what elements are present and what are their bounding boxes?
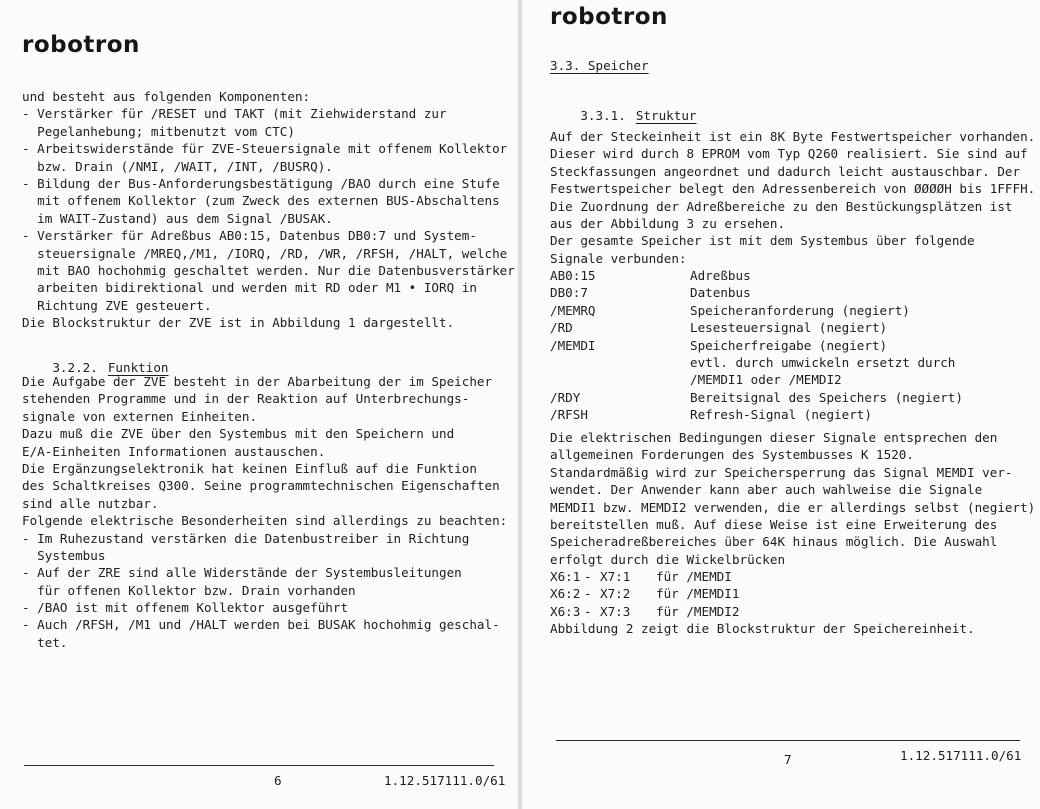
signal-description: Refresh-Signal (negiert) (690, 407, 872, 423)
text-line: und besteht aus folgenden Komponenten: (22, 89, 311, 104)
bridge-row (550, 585, 850, 602)
bridge-to: X7:1 (600, 569, 631, 584)
left-page (0, 0, 518, 809)
signal-row (550, 371, 1010, 388)
text-line: Die Zuordnung der Adreßbereiche zu den Bestückungsplätzen ist (550, 198, 1013, 214)
signal-name: DB0:7 (550, 285, 588, 301)
signal-name: AB0:15 (550, 268, 596, 283)
text-line: Dazu muß die ZVE über den Systembus mit den Speichern und (22, 426, 455, 442)
signal-table (550, 267, 1010, 424)
text-line: Die elektrischen Bedingungen dieser Signale entsprechen den (550, 430, 998, 445)
signal-description: Adreßbus (690, 268, 751, 283)
signal-name: /RFSH (550, 407, 588, 423)
text-line: Der gesamte Speicher ist mit dem Systembus über folgende (550, 233, 975, 249)
text-line: signale von externen Einheiten. (22, 408, 258, 424)
left-paragraph-components (22, 88, 515, 331)
text-line: - Auch /RFSH, /M1 und /HALT werden bei BUSAK hochohmig geschal- (22, 617, 500, 633)
signal-row (550, 319, 1010, 336)
bridge-from: X6:2 (550, 586, 581, 602)
document-number: 1.12.517111.0/61 (900, 748, 1022, 763)
bridge-table (550, 568, 850, 620)
signal-row (550, 389, 1010, 406)
bridge-description: für /MEMDI (656, 569, 732, 584)
text-line: arbeiten bidirektional und werden mit RD oder M1 • IORQ in (22, 280, 477, 296)
signal-description: Speicherfreigabe (negiert) (690, 337, 888, 353)
text-line: Speicheradreßbereiches über 64K hinaus möglich. Die Auswahl (550, 534, 998, 550)
signal-description: evtl. durch umwickeln ersetzt durch (690, 354, 956, 370)
text-line: bereitstellen muß. Auf diese Weise ist eine Erweiterung des (550, 516, 998, 532)
signal-description: /MEMDI1 oder /MEMDI2 (690, 372, 842, 388)
text-line: im WAIT-Zustand) aus dem Signal /BUSAK. (22, 210, 333, 226)
text-line: Pegelanhebung; mitbenutzt vom CTC) (22, 123, 295, 139)
text-line: Festwertspeicher belegt den Adressenbereich von ØØØØH bis 1FFFH. (550, 181, 1036, 197)
text-line: erfolgt durch die Wickelbrücken (550, 551, 786, 567)
text-line: mit BAO hochohmig geschaltet werden. Nur die Datenbusverstärker (22, 262, 515, 278)
bridge-description: für /MEMDI1 (656, 586, 740, 602)
section-title: Struktur (635, 108, 697, 123)
text-line: sind alle nutzbar. (22, 495, 159, 511)
signal-name: /RDY (550, 389, 581, 405)
signal-description: Lesesteuersignal (negiert) (690, 320, 888, 336)
text-line: - Arbeitswiderstände für ZVE-Steuersignale mit offenem Kollektor (22, 141, 508, 157)
text-line: - Verstärker für /RESET und TAKT (mit Ziehwiderstand zur (22, 106, 447, 122)
signal-description: Bereitsignal des Speichers (negiert) (690, 389, 963, 405)
bridge-row (550, 603, 850, 620)
signal-description: Speicheranforderung (negiert) (690, 302, 910, 318)
text-line: - Im Ruhezustand verstärken die Datenbustreiber in Richtung (22, 530, 470, 546)
signal-row (550, 267, 1010, 284)
section-number: 3.2.2. (52, 360, 98, 375)
text-line: E/A-Einheiten Informationen austauschen. (22, 443, 326, 459)
text-line: Dieser wird durch 8 EPROM vom Typ Q260 realisiert. Sie sind auf (550, 146, 1028, 162)
closing-sentence: Abbildung 2 zeigt die Blockstruktur der Speichereinheit. (550, 621, 975, 636)
signal-description: Datenbus (690, 285, 751, 301)
section-title: Funktion (107, 360, 169, 375)
bridge-separator: - (584, 569, 592, 584)
text-line: - /BAO ist mit offenem Kollektor ausgeführt (22, 600, 349, 616)
text-line: Auf der Steckeinheit ist ein 8K Byte Festwertspeicher vorhanden. (550, 129, 1036, 144)
footer-rule (24, 765, 494, 766)
text-line: tet. (22, 634, 68, 650)
text-line: Folgende elektrische Besonderheiten sind allerdings zu beachten: (22, 513, 508, 529)
text-line: - Bildung der Bus-Anforderungsbestätigung /BAO durch eine Stufe (22, 175, 500, 191)
signal-name: /RD (550, 320, 573, 336)
document-number: 1.12.517111.0/61 (384, 773, 506, 788)
signal-row (550, 337, 1010, 354)
text-line: Steckfassungen angeordnet und dadurch leicht austauschbar. Der (550, 163, 1021, 179)
text-line: mit offenem Kollektor (zum Zweck des externen BUS-Abschaltens (22, 193, 500, 209)
bridge-from: X6:1 (550, 569, 581, 584)
bridge-to: X7:3 (600, 603, 631, 619)
text-line: MEMDI1 bzw. MEMDI2 verwenden, die er allerdings selbst (negiert) (550, 499, 1036, 515)
text-line: - Verstärker für Adreßbus AB0:15, Datenbus DB0:7 und System- (22, 228, 477, 244)
page-number: 7 (784, 752, 792, 767)
text-line: wendet. Der Anwender kann aber auch wahlweise die Signale (550, 482, 983, 498)
section-number: 3.3.1. (580, 108, 626, 123)
signal-row (550, 302, 1010, 319)
signal-name: /MEMDI (550, 337, 596, 353)
signal-row (550, 284, 1010, 301)
text-line: Die Blockstruktur der ZVE ist in Abbildung 1 dargestellt. (22, 315, 455, 331)
text-line: stehenden Programme und in der Reaktion auf Unterbrechungs- (22, 391, 470, 407)
text-line: bzw. Drain (/NMI, /WAIT, /INT, /BUSRQ). (22, 158, 333, 174)
left-paragraph-funktion (22, 373, 507, 651)
text-line: Signale verbunden: (550, 250, 687, 266)
page-number: 6 (274, 773, 282, 788)
text-line: für offenen Kollektor bzw. Drain vorhanden (22, 582, 356, 598)
right-paragraph-struktur (550, 128, 1035, 267)
text-line: allgemeinen Forderungen des Systembusses K 1520. (550, 447, 914, 463)
bridge-separator: - (584, 603, 592, 619)
text-line: Die Aufgabe der ZVE besteht in der Abarbeitung der im Speicher (22, 374, 493, 389)
footer-rule (556, 740, 1020, 741)
text-line: Richtung ZVE gesteuert. (22, 297, 212, 313)
signal-row (550, 354, 1010, 371)
text-line: Systembus (22, 547, 106, 563)
section-heading-speicher: 3.3. Speicher (550, 58, 649, 73)
bridge-from: X6:3 (550, 603, 581, 619)
bridge-to: X7:2 (600, 586, 631, 602)
text-line: des Schaltkreises Q300. Seine programmtechnischen Eigenschaften (22, 478, 500, 494)
bridge-row (550, 568, 850, 585)
bridge-description: für /MEMDI2 (656, 603, 740, 619)
robotron-logo: robotron (22, 32, 140, 58)
right-page (522, 0, 1040, 809)
signal-row (550, 406, 1010, 423)
bridge-separator: - (584, 586, 592, 602)
text-line: steuersignale /MREQ,/M1, /IORQ, /RD, /WR, /RFSH, /HALT, welche (22, 245, 508, 261)
text-line: - Auf der ZRE sind alle Widerstände der Systembusleitungen (22, 565, 462, 581)
signal-name: /MEMRQ (550, 302, 596, 318)
right-paragraph-conditions (550, 429, 1035, 568)
text-line: Standardmäßig wird zur Speichersperrung das Signal MEMDI ver- (550, 464, 1013, 480)
text-line: aus der Abbildung 3 zu ersehen. (550, 215, 786, 231)
text-line: Die Ergänzungselektronik hat keinen Einfluß auf die Funktion (22, 460, 477, 476)
robotron-logo: robotron (550, 4, 668, 30)
